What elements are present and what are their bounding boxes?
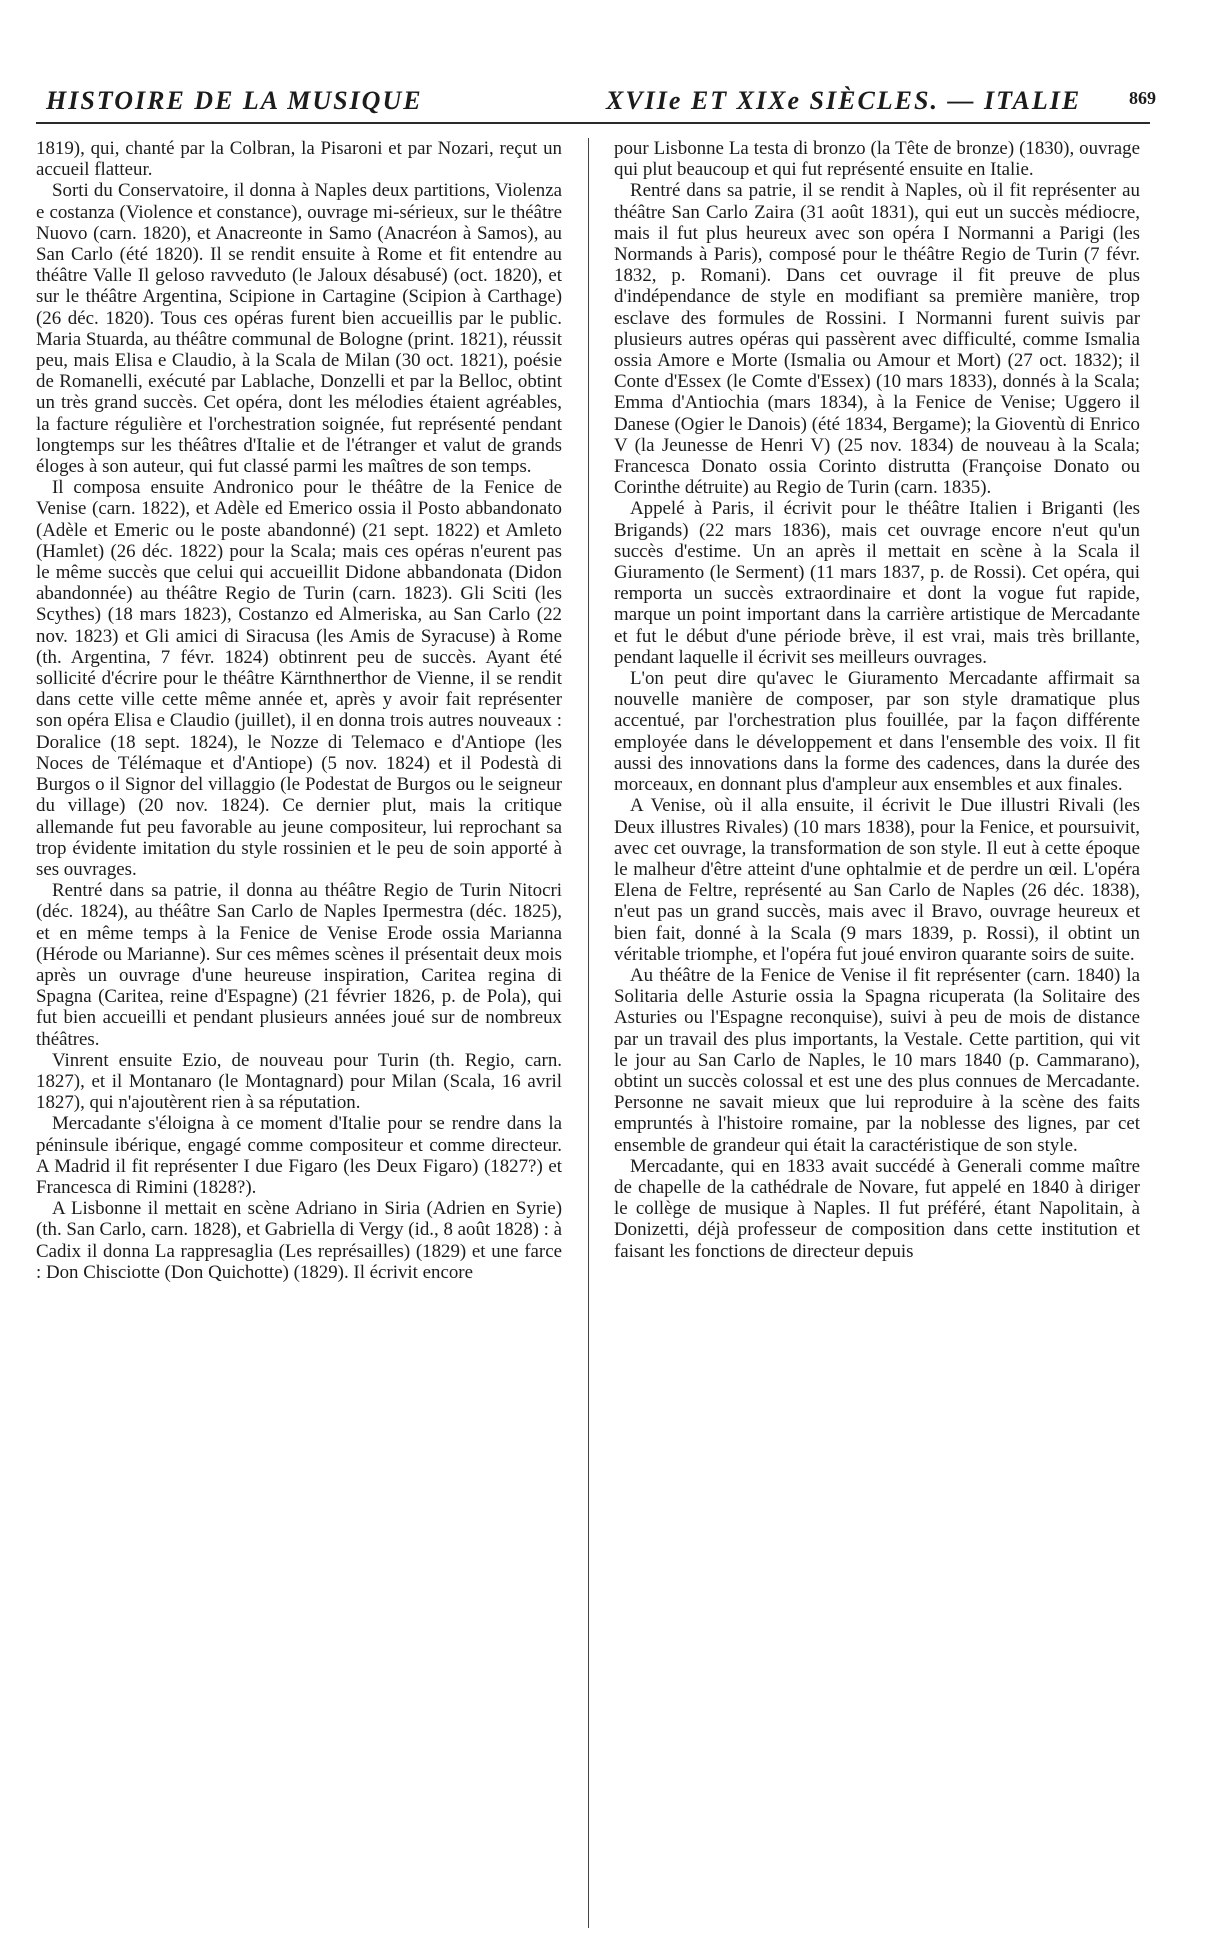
right-column	[614, 138, 1140, 1262]
text-columns	[36, 138, 1150, 1928]
page-number: 869	[1129, 88, 1156, 108]
paragraph: Vinrent ensuite Ezio, de nouveau pour Turin (th. Regio, carn. 1827), et il Montanaro (le Montagnard) pour Milan (Scala, 16 avril 1827), qui n'ajoutèrent rien à sa réputation.	[36, 1049, 562, 1114]
paragraph: Au théâtre de la Fenice de Venise il fit représenter (carn. 1840) la Solitaria delle Asturie ossia la Spagna ricuperata (la Solitaire des Asturies ou l'Espagne reconquise), suivi à peu de mois de distance par un travail des plus importants, la Vestale. Cette partition, qui vit le jour au San Carlo de Naples, le 10 mars 1840 (p. Cammarano), obtint un succès colossal et est une des plus connues de Mercadante. Personne ne savait mieux que lui reproduire à la scène des faits empruntés à l'histoire romaine, par la noblesse des lignes, par cet ensemble de grandeur qui était la caractéristique de son style.	[614, 964, 1140, 1156]
paragraph: A Venise, où il alla ensuite, il écrivit le Due illustri Rivali (les Deux illustres Rivales) (10 mars 1838), pour la Fenice, et poursuivit, avec cet ouvrage, la transformation de son style. Il eut à cette époque le malheur d'être atteint d'une ophtalmie et de perdre un œil. L'opéra Elena de Feltre, représenté au San Carlo de Naples (26 déc. 1838), n'eut pas un grand succès, mais avec il Bravo, ouvrage heureux et bien fait, donné à la Scala (9 mars 1839, p. Rossi), il obtint un véritable triomphe, et l'opéra fut joué environ quarante soirs de suite.	[614, 795, 1140, 965]
paragraph: Rentré dans sa patrie, il se rendit à Naples, où il fit représenter au théâtre San Carlo Zaira (31 août 1831), qui eut un succès médiocre, mais il fut plus heureux avec son opéra I Normanni a Parigi (les Normands à Paris), composé pour le théâtre Regio de Turin (7 févr. 1832, p. Romani). Dans cet ouvrage il fit preuve de plus d'indépendance de style en modifiant sa première manière, trop esclave des formules de Rossini. I Normanni furent suivis par plusieurs autres opéras qui passèrent avec difficulté, comme Ismalia ossia Amore e Morte (Ismalia ou Amour et Mort) (27 oct. 1832); il Conte d'Essex (le Comte d'Essex) (10 mars 1833), donnés à la Scala; Emma d'Antiochia (mars 1834), à la Fenice de Venise; Uggero il Danese (Ogier le Danois) (été 1834, Bergame); la Gioventù di Enrico V (la Jeunesse de Henri V) (25 nov. 1834) de nouveau à la Scala; Francesca Donato ossia Corinto distrutta (Françoise Donato ou Corinthe détruite) au Regio de Turin (carn. 1835).	[614, 180, 1140, 499]
column-divider	[588, 138, 589, 1928]
paragraph: Mercadante s'éloigna à ce moment d'Italie pour se rendre dans la péninsule ibérique, engagé comme compositeur et comme directeur. A Madrid il fit représenter I due Figaro (les Deux Figaro) (1827?) et Francesca di Rimini (1828?).	[36, 1113, 562, 1198]
paragraph: Il composa ensuite Andronico pour le théâtre de la Fenice de Venise (carn. 1822), et Adèle ed Emerico ossia il Posto abbandonato (Adèle et Emeric ou le poste abandonné) (21 sept. 1822) et Amleto (Hamlet) (26 déc. 1822) pour la Scala; mais ces opéras n'eurent pas le même succès que celui qui accueillit Didone abbandonata (Didon abandonnée) au théâtre Regio de Turin (carn. 1823). Gli Sciti (les Scythes) (18 mars 1823), Costanzo ed Almeriska, au San Carlo (22 nov. 1823) et Gli amici di Siracusa (les Amis de Syracuse) à Rome (th. Argentina, 7 févr. 1824) obtinrent peu de succès. Ayant été sollicité d'écrire pour le théâtre Kärnthnerthor de Vienne, il se rendit dans cette ville cette même année et, après y avoir fait représenter son opéra Elisa e Claudio (juillet), il en donna trois autres nouveaux : Doralice (18 sept. 1824), le Nozze di Telemaco e d'Antiope (les Noces de Télémaque et d'Antiope) (5 nov. 1824) et il Podestà di Burgos o il Signor del villaggio (le Podestat de Burgos ou le seigneur du village) (20 nov. 1824). Ce dernier plut, mais la critique allemande fut peu favorable au jeune compositeur, lui reprochant sa trop évidente imitation du style rossinien et le peu de soin apporté à ses ouvrages.	[36, 477, 562, 880]
paragraph: Mercadante, qui en 1833 avait succédé à Generali comme maître de chapelle de la cathédrale de Novare, fut appelé en 1840 à diriger le collège de musique à Naples. Il fut préféré, étant Napolitain, à Donizetti, déjà professeur de composition dans cette institution et faisant les fonctions de directeur depuis	[614, 1155, 1140, 1262]
paragraph: Appelé à Paris, il écrivit pour le théâtre Italien i Briganti (les Brigands) (22 mars 1836), mais cet ouvrage encore n'eut qu'un succès d'estime. Un an après il mettait en scène à la Scala il Giuramento (le Serment) (11 mars 1837, p. de Rossi). Cet opéra, qui remporta un succès extraordinaire et dont la vogue fut rapide, marque un point important dans la carrière artistique de Mercadante et fut le début d'une période brève, il est vrai, mais très brillante, pendant laquelle il écrivit ses meilleurs ouvrages.	[614, 498, 1140, 668]
paragraph: L'on peut dire qu'avec le Giuramento Mercadante affirmait sa nouvelle manière de composer, par son style dramatique plus accentué, par l'orchestration plus fouillée, par la façon différente employée dans le développement et dans l'ensemble des voix. Il fit aussi des innovations dans la forme des cadences, dans la durée des morceaux, en donnant plus d'ampleur aux ensembles et aux finales.	[614, 668, 1140, 796]
paragraph: Sorti du Conservatoire, il donna à Naples deux partitions, Violenza e costanza (Violence et constance), ouvrage mi-sérieux, sur le théâtre Nuovo (carn. 1820), et Anacreonte in Samo (Anacréon à Samos), au San Carlo (été 1820). Il se rendit ensuite à Rome et fit entendre au théâtre Valle Il geloso ravveduto (le Jaloux désabusé) (oct. 1820), et sur le théâtre Argentina, Scipione in Cartagine (Scipion à Carthage) (26 déc. 1820). Tous ces opéras furent bien accueillis par le public. Maria Stuarda, au théâtre communal de Bologne (print. 1821), réussit peu, mais Elisa e Claudio, à la Scala de Milan (30 oct. 1821), poésie de Romanelli, exécuté par Lablache, Donzelli et par la Belloc, obtint un très grand succès. Cet opéra, dont les mélodies étaient agréables, la facture régulière et l'orchestration soignée, fut représenté pendant longtemps sur les théâtres d'Italie et de l'étranger et valut de grands éloges à son auteur, qui fut classé parmi les maîtres de son temps.	[36, 180, 562, 478]
paragraph: Rentré dans sa patrie, il donna au théâtre Regio de Turin Nitocri (déc. 1824), au théâtre San Carlo de Naples Ipermestra (déc. 1825), et en même temps à la Fenice de Venise Erode ossia Marianna (Hérode ou Marianne). Sur ces mêmes scènes il présentait deux mois après un ouvrage d'une heureuse inspiration, Caritea regina di Spagna (Caritea, reine d'Espagne) (21 février 1826, p. de Pola), qui fut bien accueilli et pendant plusieurs années joué sur de nombreux théâtres.	[36, 880, 562, 1050]
running-head	[36, 86, 1156, 124]
paragraph: A Lisbonne il mettait en scène Adriano in Siria (Adrien en Syrie) (th. San Carlo, carn. 1828), et Gabriella di Vergy (id., 8 août 1828) : à Cadix il donna La rappresaglia (Les représailles) (1829) et une farce : Don Chisciotte (Don Quichotte) (1829). Il écrivit encore	[36, 1198, 563, 1283]
paragraph: 1819), qui, chanté par la Colbran, la Pisaroni et par Nozari, reçut un accueil flatteur.	[36, 138, 562, 181]
left-column	[36, 138, 562, 1283]
running-head-section: XVIIe ET XIXe SIÈCLES. — ITALIE	[606, 86, 1082, 115]
paragraph: pour Lisbonne La testa di bronzo (la Tête de bronze) (1830), ouvrage qui plut beaucoup et qui fut représenté ensuite en Italie.	[614, 138, 1140, 181]
running-head-title: HISTOIRE DE LA MUSIQUE	[46, 86, 423, 115]
